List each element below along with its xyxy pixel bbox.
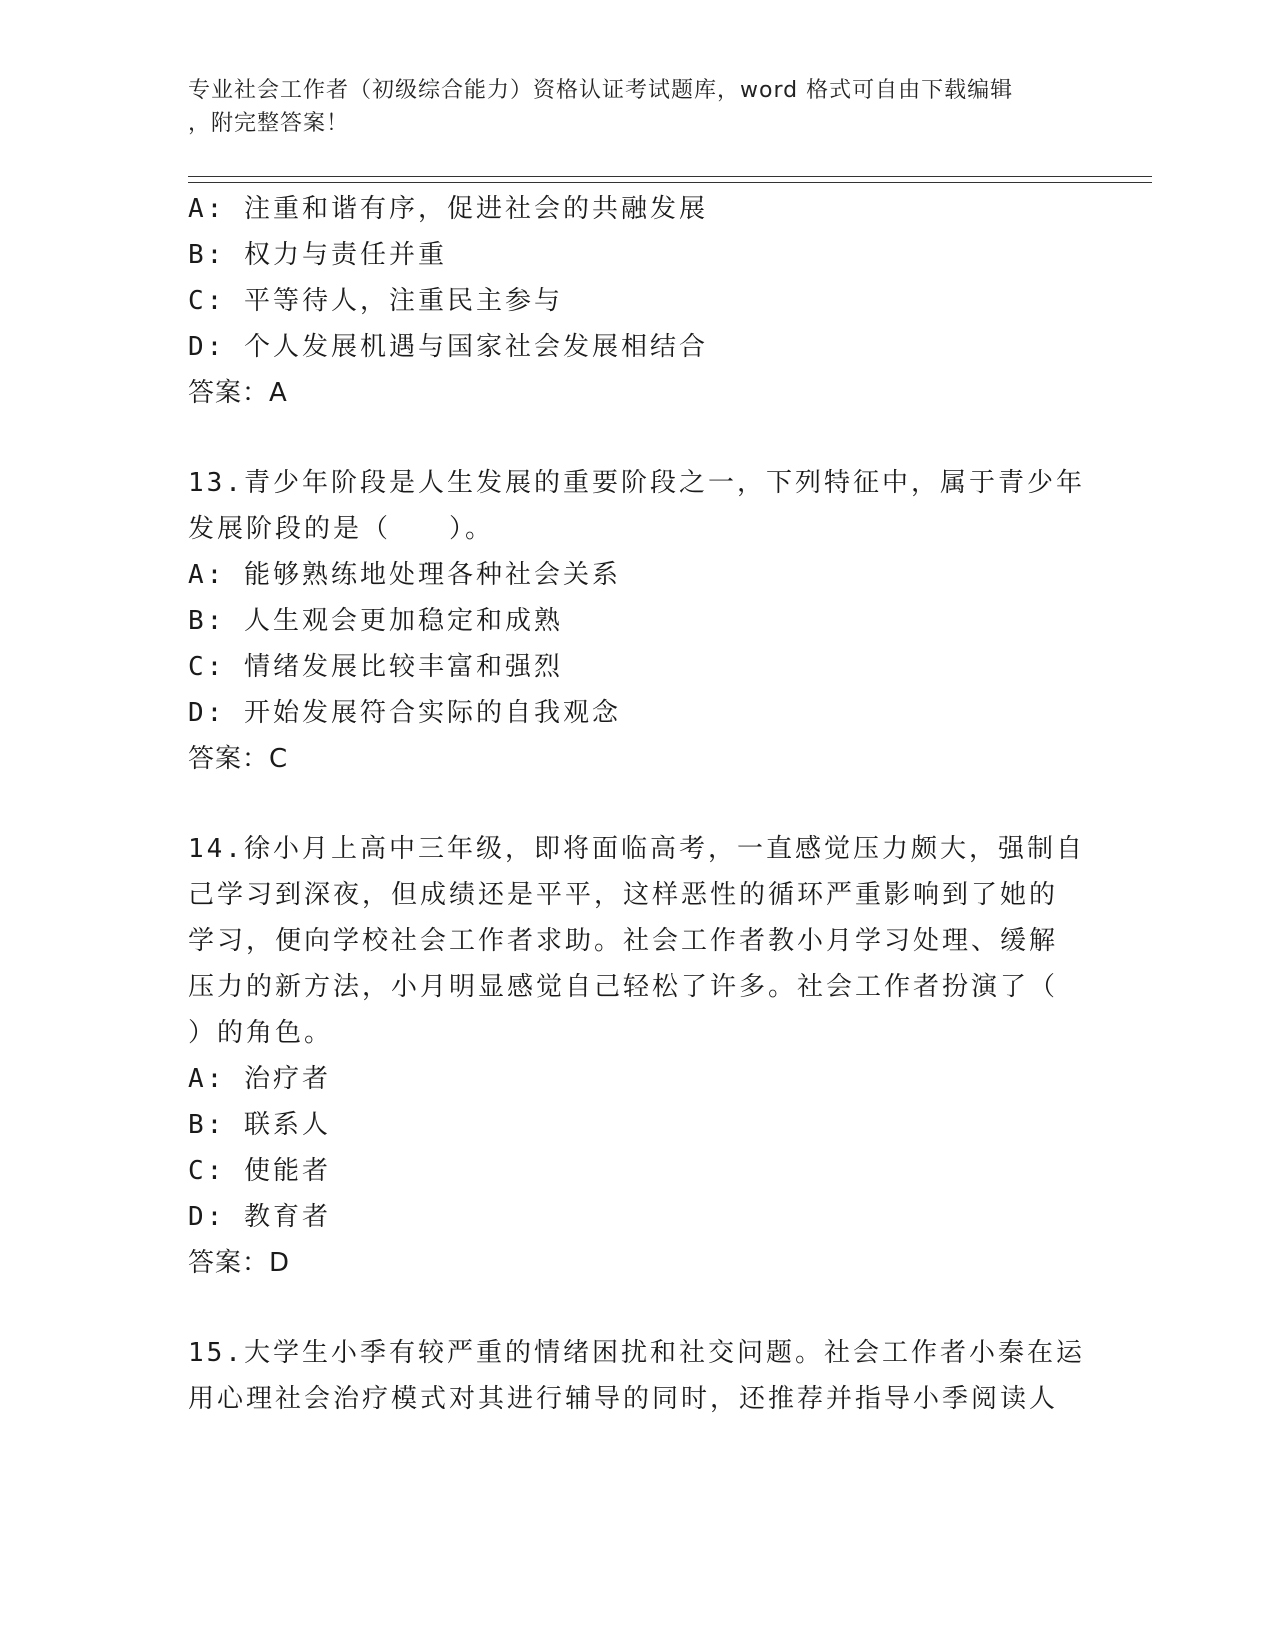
option-b: B: 权力与责任并重 bbox=[188, 240, 447, 270]
question-13 bbox=[188, 460, 1088, 782]
answer: 答案：A bbox=[188, 378, 288, 408]
header-line-2: ，附完整答案！ bbox=[188, 111, 350, 136]
option-a: A: 注重和谐有序，促进社会的共融发展 bbox=[188, 194, 708, 224]
question-stem-line: 发展阶段的是（ ）。 bbox=[188, 514, 495, 544]
option-b: B: 联系人 bbox=[188, 1110, 331, 1140]
option-c: C: 使能者 bbox=[188, 1156, 331, 1186]
spacer bbox=[188, 1286, 1088, 1330]
question-14 bbox=[188, 826, 1088, 1286]
option-d: D: 教育者 bbox=[188, 1202, 331, 1232]
spacer bbox=[188, 416, 1088, 460]
question-stem-line: 14.徐小月上高中三年级，即将面临高考，一直感觉压力颇大，强制自 bbox=[188, 834, 1085, 864]
header-line-1: 专业社会工作者（初级综合能力）资格认证考试题库，word 格式可自由下载编辑 bbox=[188, 78, 1014, 103]
question-stem-line: 学习，便向学校社会工作者求助。社会工作者教小月学习处理、缓解 bbox=[188, 926, 1059, 956]
header-rule-bottom bbox=[188, 182, 1152, 183]
option-c: C: 平等待人，注重民主参与 bbox=[188, 286, 563, 316]
option-c: C: 情绪发展比较丰富和强烈 bbox=[188, 652, 563, 682]
question-stem-line: 压力的新方法，小月明显感觉自己轻松了许多。社会工作者扮演了（ bbox=[188, 972, 1059, 1002]
option-d: D: 个人发展机遇与国家社会发展相结合 bbox=[188, 332, 708, 362]
question-stem-line: 13.青少年阶段是人生发展的重要阶段之一，下列特征中，属于青少年 bbox=[188, 468, 1085, 498]
question-15 bbox=[188, 1330, 1088, 1422]
question-content bbox=[188, 186, 1088, 1422]
document-header bbox=[188, 74, 1068, 140]
question-stem-line: 15.大学生小季有较严重的情绪困扰和社交问题。社会工作者小秦在运 bbox=[188, 1338, 1085, 1368]
question-stem-line: 己学习到深夜，但成绩还是平平，这样恶性的循环严重影响到了她的 bbox=[188, 880, 1059, 910]
option-a: A: 能够熟练地处理各种社会关系 bbox=[188, 560, 621, 590]
spacer bbox=[188, 782, 1088, 826]
option-b: B: 人生观会更加稳定和成熟 bbox=[188, 606, 563, 636]
question-stem-line: ）的角色。 bbox=[188, 1018, 334, 1048]
header-rule-top bbox=[188, 176, 1152, 177]
answer: 答案：D bbox=[188, 1248, 291, 1278]
question-stem-line: 用心理社会治疗模式对其进行辅导的同时，还推荐并指导小季阅读人 bbox=[188, 1384, 1059, 1414]
answer: 答案：C bbox=[188, 744, 289, 774]
option-d: D: 开始发展符合实际的自我观念 bbox=[188, 698, 621, 728]
option-a: A: 治疗者 bbox=[188, 1064, 331, 1094]
question-12 bbox=[188, 186, 1088, 416]
